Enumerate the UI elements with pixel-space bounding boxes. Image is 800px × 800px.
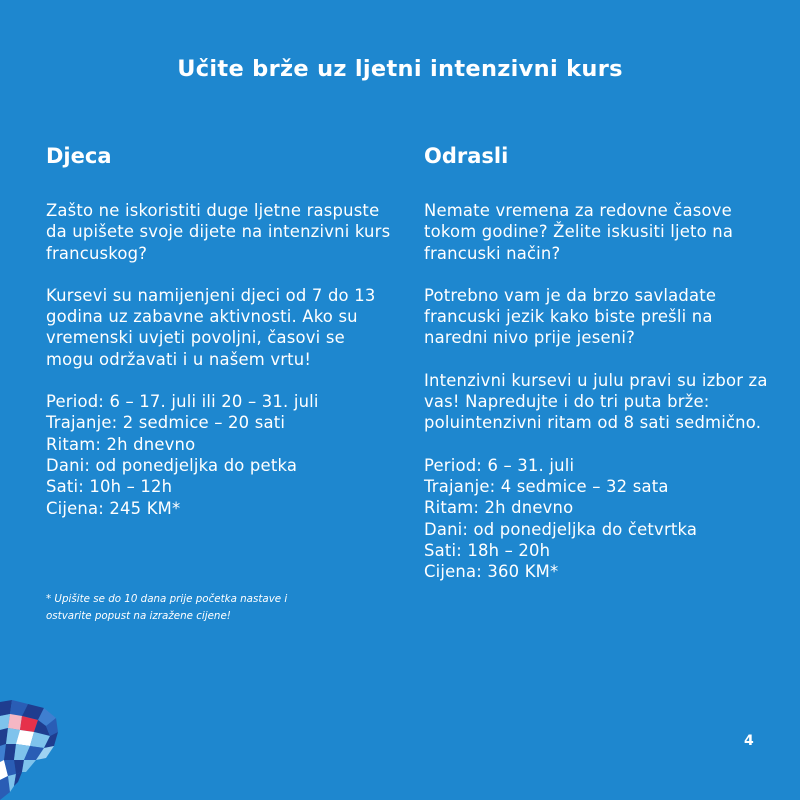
adults-paragraph: Nemate vremena za redovne časove tokom godine? Želite iskusiti ljeto na francuski način? (424, 201, 734, 263)
discount-footnote: * Upišite se do 10 dana prije početka nastave i ostvarite popust na izražene cijene! (46, 593, 288, 622)
children-course-details (46, 391, 396, 519)
children-days: Dani: od ponedjeljka do petka (46, 455, 298, 475)
mosaic-logo-icon (0, 700, 60, 800)
adults-duration: Trajanje: 4 sedmice – 32 sata (424, 476, 669, 496)
children-period: Period: 6 – 17. juli ili 20 – 31. juli (46, 392, 319, 412)
page-title: Učite brže uz ljetni intenzivni kurs (177, 56, 623, 82)
adults-course-details (424, 455, 774, 583)
adults-paragraph: Potrebno vam je da brzo savladate francuski jezik kako biste prešli na naredni nivo prije jeseni? (424, 285, 717, 348)
adults-hours: Sati: 18h – 20h (424, 540, 551, 560)
logo-tile (22, 760, 36, 772)
children-body (46, 200, 396, 519)
adults-heading: Odrasli (424, 144, 509, 168)
page-number: 4 (744, 733, 754, 749)
children-hours: Sati: 10h – 12h (46, 477, 173, 497)
adults-price: Cijena: 360 KM* (424, 562, 559, 582)
adults-period: Period: 6 – 31. juli (424, 455, 575, 475)
children-rhythm: Ritam: 2h dnevno (46, 434, 196, 454)
adults-paragraph: Intenzivni kursevi u julu pravi su izbor za vas! Napredujte i do tri puta brže: poluintenzivni ritam od 8 sati sedmično. (424, 370, 768, 433)
children-duration: Trajanje: 2 sedmice – 20 sati (46, 413, 286, 433)
logo-tile (8, 714, 22, 730)
children-paragraph: Kursevi su namijenjeni djeci od 7 do 13 godina uz zabavne aktivnosti. Ako su vremenski uvjeti povoljni, časovi se mogu održavati i u našem vrtu! (46, 285, 376, 369)
children-paragraph: Zašto ne iskoristiti duge ljetne raspuste da upišete svoje dijete na intenzivni kurs francuskog? (46, 201, 391, 263)
children-heading: Djeca (46, 144, 112, 168)
adults-body (424, 200, 774, 582)
adults-rhythm: Ritam: 2h dnevno (424, 498, 574, 518)
children-price: Cijena: 245 KM* (46, 498, 181, 518)
adults-days: Dani: od ponedjeljka do četvrtka (424, 519, 698, 539)
logo-tile (4, 744, 16, 760)
